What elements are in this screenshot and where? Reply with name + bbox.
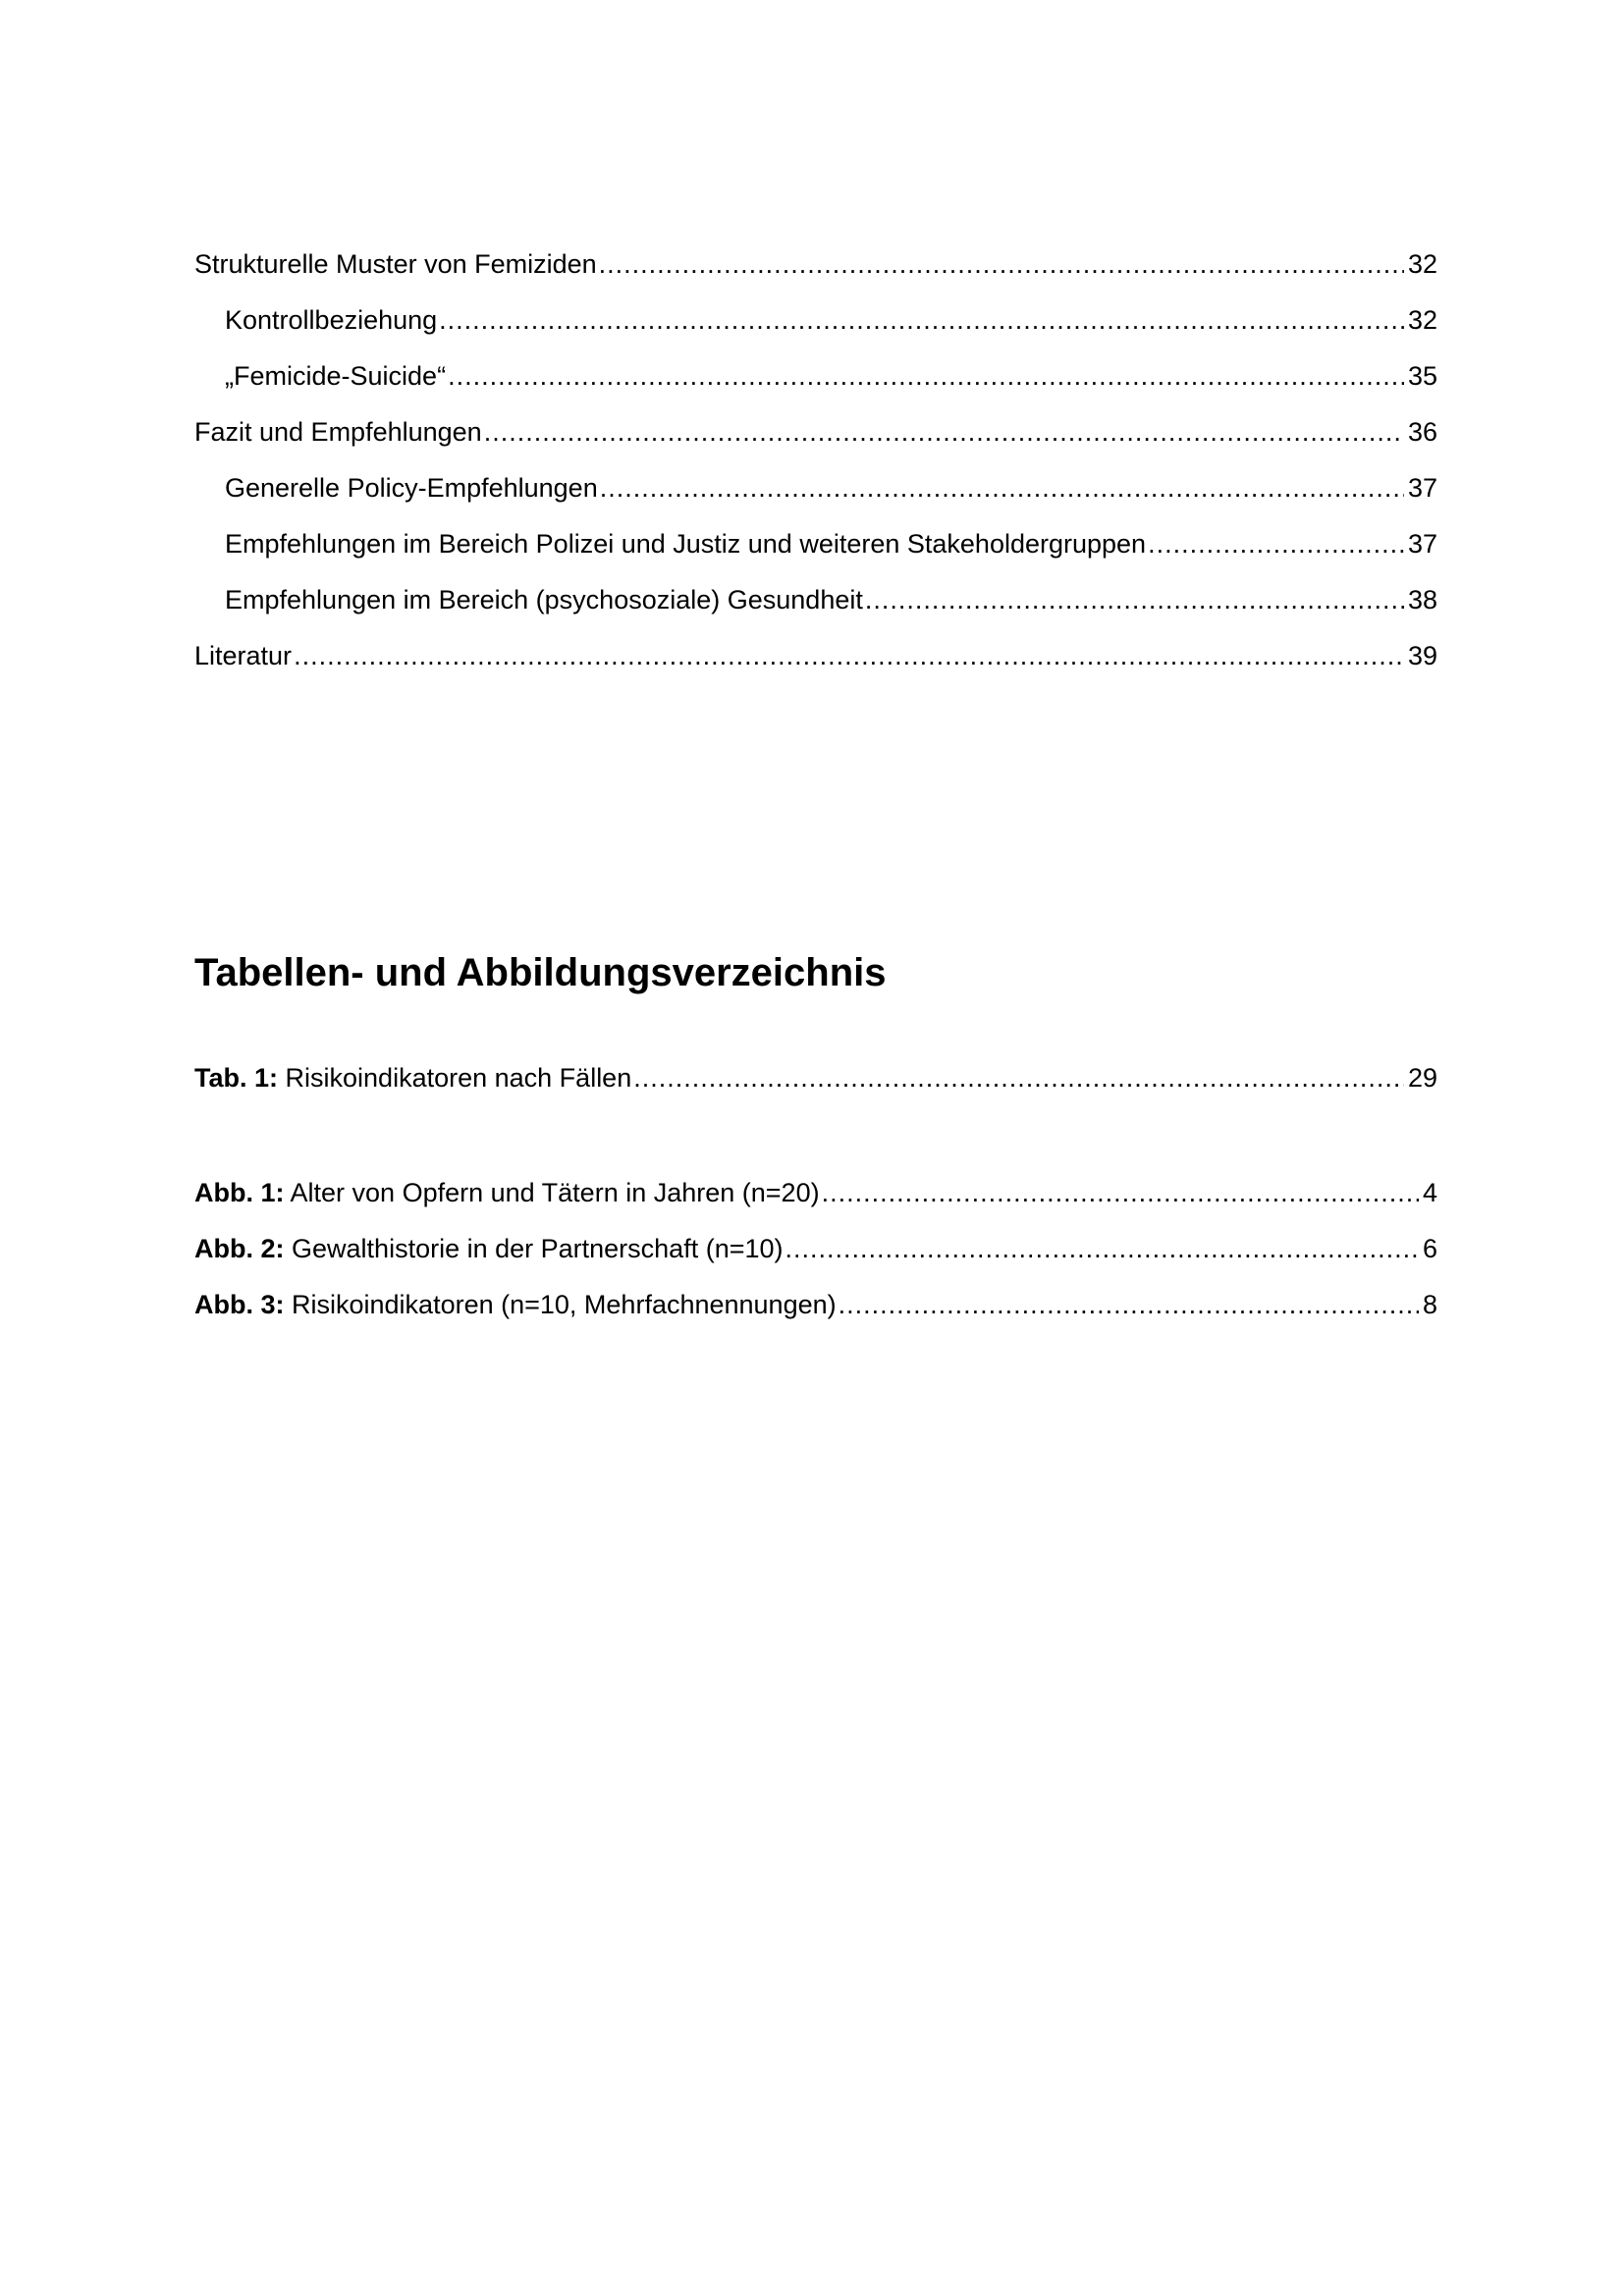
list-of-tables: [194, 1061, 1437, 1117]
toc-entry-page: 38: [1407, 585, 1437, 614]
figure-entry-label: Abb. 2:: [194, 1234, 285, 1263]
toc-entry-title: „Femicide-Suicide“: [225, 361, 447, 391]
table-of-contents: [194, 247, 1437, 695]
figure-entry[interactable]: [194, 1232, 1437, 1288]
figure-entry-page: 4: [1422, 1178, 1437, 1207]
toc-entry-page: 37: [1407, 529, 1437, 559]
figure-entry-page: 8: [1422, 1290, 1437, 1319]
figure-entry-text: Risikoindikatoren (n=10, Mehrfachnennungen): [292, 1290, 837, 1319]
dot-leader: [599, 247, 1404, 281]
toc-entry-title: Generelle Policy-Empfehlungen: [225, 473, 598, 503]
toc-entry[interactable]: [194, 527, 1437, 583]
dot-leader: [865, 583, 1404, 616]
toc-entry-page: 37: [1407, 473, 1437, 503]
figure-entry-text: Alter von Opfern und Tätern in Jahren (n=20): [290, 1178, 820, 1207]
toc-entry[interactable]: [194, 359, 1437, 415]
figure-entry[interactable]: [194, 1288, 1437, 1344]
toc-entry-title: Fazit und Empfehlungen: [194, 417, 482, 447]
figure-entry-page: 6: [1422, 1234, 1437, 1263]
toc-entry[interactable]: [194, 303, 1437, 359]
list-of-figures: [194, 1176, 1437, 1344]
table-entry-text: Risikoindikatoren nach Fällen: [285, 1063, 632, 1093]
figure-entry[interactable]: [194, 1176, 1437, 1232]
dot-leader: [294, 639, 1404, 672]
toc-entry-page: 36: [1407, 417, 1437, 447]
dot-leader: [484, 415, 1404, 449]
toc-entry-title: Strukturelle Muster von Femiziden: [194, 249, 597, 279]
table-entry-title: [194, 1061, 631, 1095]
toc-entry-title: Kontrollbeziehung: [225, 305, 438, 335]
figure-entry-text: Gewalthistorie in der Partnerschaft (n=10): [292, 1234, 784, 1263]
dot-leader: [1148, 527, 1404, 561]
dot-leader: [600, 471, 1404, 505]
toc-entry[interactable]: [194, 583, 1437, 639]
table-entry-page: 29: [1407, 1063, 1437, 1093]
figure-entry-title: [194, 1232, 784, 1265]
toc-entry-page: 32: [1407, 305, 1437, 335]
dot-leader: [633, 1061, 1404, 1095]
toc-entry[interactable]: [194, 471, 1437, 527]
toc-entry[interactable]: [194, 415, 1437, 471]
toc-entry[interactable]: [194, 247, 1437, 303]
dot-leader: [822, 1176, 1419, 1209]
dot-leader: [839, 1288, 1419, 1321]
dot-leader: [439, 303, 1404, 337]
toc-entry-title: Empfehlungen im Bereich Polizei und Justiz und weiteren Stakeholdergruppen: [225, 529, 1147, 559]
table-entry[interactable]: [194, 1061, 1437, 1117]
toc-entry-page: 39: [1407, 641, 1437, 670]
figure-entry-title: [194, 1176, 820, 1209]
table-entry-label: Tab. 1:: [194, 1063, 279, 1093]
toc-entry-page: 35: [1407, 361, 1437, 391]
figure-entry-label: Abb. 3:: [194, 1290, 285, 1319]
dot-leader: [448, 359, 1404, 393]
section-heading: Tabellen- und Abbildungsverzeichnis: [194, 950, 887, 994]
toc-entry-title: Empfehlungen im Bereich (psychosoziale) Gesundheit: [225, 585, 863, 614]
toc-entry[interactable]: [194, 639, 1437, 695]
dot-leader: [785, 1232, 1419, 1265]
toc-entry-page: 32: [1407, 249, 1437, 279]
toc-entry-title: Literatur: [194, 641, 293, 670]
figure-entry-label: Abb. 1:: [194, 1178, 285, 1207]
figure-entry-title: [194, 1288, 837, 1321]
